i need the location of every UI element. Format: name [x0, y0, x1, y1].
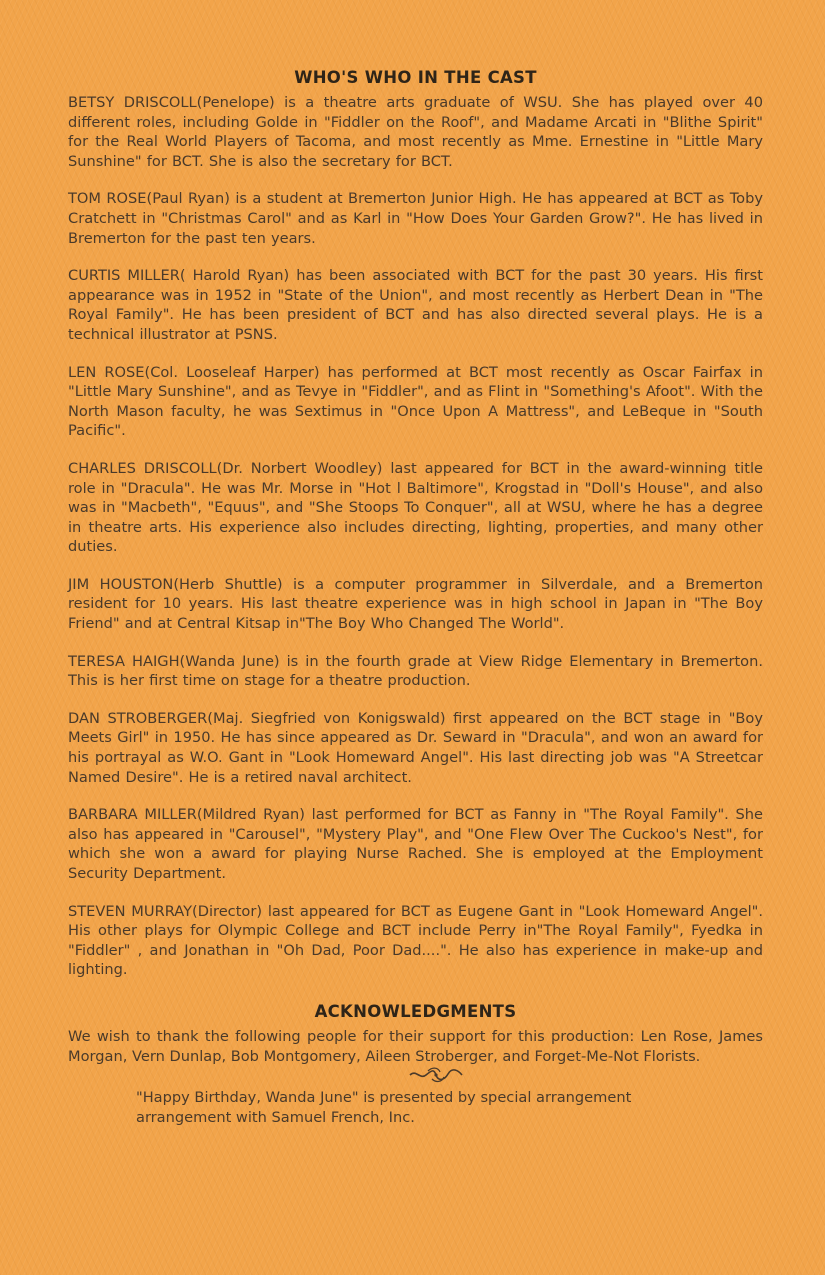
- acknowledgments-text: We wish to thank the following people for their support for this production: Len Rose, James Morgan, Vern Dunlap, Bob Montgomery, Aileen Stroberger, and Forget-Me-Not Florists.: [68, 1027, 763, 1065]
- bio-jim-houston: JIM HOUSTON(Herb Shuttle) is a computer programmer in Silverdale, and a Bremerton resident for 10 years. His last theatre experience was in high school in Japan in "The Boy Friend" and at Central Kitsap in"The Boy Who Changed The World".: [68, 575, 763, 633]
- bio-curtis-miller: CURTIS MILLER( Harold Ryan) has been associated with BCT for the past 30 years. His first appearance was in 1952 in "State of the Union", and most recently as Herbert Dean in "The Royal Family". He has been president of BCT and has also directed several plays. He is a technical illustrator at PSNS.: [68, 267, 763, 343]
- bio-barbara-miller: BARBARA MILLER(Mildred Ryan) last performed for BCT as Fanny in "The Royal Family". She also has appeared in "Carousel", "Mystery Play", and "One Flew Over The Cuckoo's Nest", for which she won a award for playing Nurse Rached. She is employed at the Employment Security Department.: [68, 806, 763, 882]
- licensing-note: "Happy Birthday, Wanda June" is presented by special arrangement arrangement with Samuel French, Inc.: [136, 1089, 632, 1126]
- bio-len-rose: LEN ROSE(Col. Looseleaf Harper) has performed at BCT most recently as Oscar Fairfax in "Little Mary Sunshine", and as Tevye in "Fiddler", and as Flint in "Something's Afoot". With the North Mason faculty, he was Sextimus in "Once Upon A Mattress", and LeBeque in "South Pacific".: [68, 363, 763, 440]
- bio-steven-murray: STEVEN MURRAY(Director) last appeared for BCT as Eugene Gant in "Look Homeward Angel". His other plays for Olympic College and BCT include Perry in"The Royal Family", Fyedka in "Fiddler" , and Jonathan in "Oh Dad, Poor Dad....". He also has experience in make-up and lighting.: [68, 902, 763, 979]
- program-page: [68, 68, 763, 1127]
- bio-tom-rose: TOM ROSE(Paul Ryan) is a student at Bremerton Junior High. He has appeared at BCT as Toby Cratchett in "Christmas Carol" and as Karl in "How Does Your Garden Grow?". He has lived in Bremerton for the past ten years.: [68, 190, 763, 247]
- cast-section-title: WHO'S WHO IN THE CAST: [294, 68, 537, 87]
- cast-bios: [68, 93, 763, 980]
- bio-dan-stroberger: DAN STROBERGER(Maj. Siegfried von Konigswald) first appeared on the BCT stage in "Boy Meets Girl" in 1950. He has since appeared as Dr. Seward in "Dracula", and won an award for his portrayal as W.O. Gant in "Look Homeward Angel". His last directing job was "A Streetcar Named Desire". He is a retired naval architect.: [68, 709, 763, 786]
- bio-teresa-haigh: TERESA HAIGH(Wanda June) is in the fourth grade at View Ridge Elementary in Bremerton. This is her first time on stage for a theatre production.: [68, 652, 763, 690]
- acknowledgments-title: ACKNOWLEDGMENTS: [314, 1001, 517, 1021]
- scroll-ornament-icon: [108, 1066, 763, 1086]
- bio-betsy-driscoll: BETSY DRISCOLL(Penelope) is a theatre arts graduate of WSU. She has played over 40 different roles, including Golde in "Fiddler on the Roof", and Madame Arcati in "Blithe Spirit" for the Real World Players of Tacoma, and most recently as Mme. Ernestine in "Little Mary Sunshine" for BCT. She is also the secretary for BCT.: [68, 94, 763, 170]
- bio-charles-driscoll: CHARLES DRISCOLL(Dr. Norbert Woodley) last appeared for BCT in the award-winning title role in "Dracula". He was Mr. Morse in "Hot l Baltimore", Krogstad in "Doll's House", and also was in "Macbeth", "Equus", and "She Stoops To Conquer", all at WSU, where he has a degree in theatre arts. His experience also includes directing, lighting, properties, and many other duties.: [68, 459, 763, 556]
